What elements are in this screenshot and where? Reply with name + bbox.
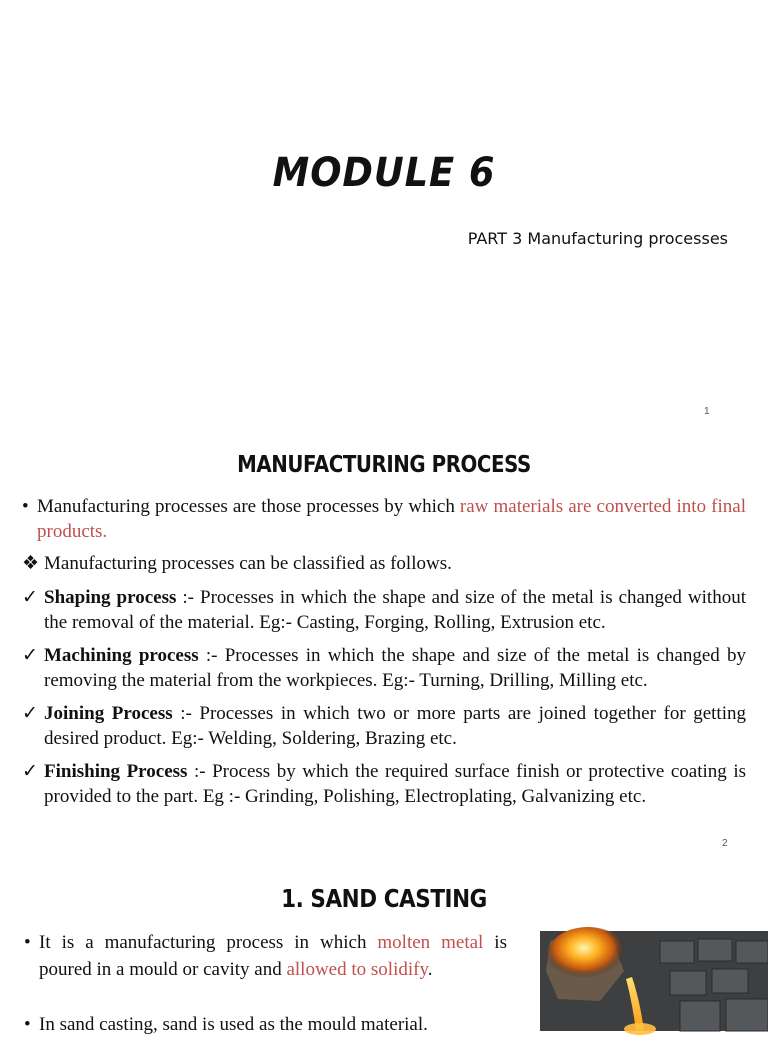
diamond-bullet-icon: ❖ bbox=[22, 553, 40, 574]
molten-metal-pouring-image bbox=[540, 931, 768, 1031]
module-subtitle: PART 3 Manufacturing processes bbox=[467, 229, 728, 248]
highlight-text: raw materials are converted into final products. bbox=[37, 496, 746, 542]
sand-casting-paragraph: It is a manufacturing process in which molten metal is poured in a mould or cavity and allowed to solidify. bbox=[39, 932, 507, 980]
list-item: Joining Process :- Processes in which two or more parts are joined together for getting desired product. Eg:- Welding, Soldering, Brazing etc. bbox=[44, 703, 746, 749]
module-title: MODULE 6 bbox=[272, 150, 496, 196]
slide-heading: 1. SAND CASTING bbox=[281, 884, 487, 913]
classified-paragraph: Manufacturing processes can be classified as follows. bbox=[44, 553, 452, 574]
title-slide bbox=[0, 0, 768, 430]
list-item: Shaping process :- Processes in which the shape and size of the metal is changed without the removal of the material. Eg:- Casting, Forging, Rolling, Extrusion etc. bbox=[44, 587, 746, 633]
checkmark-icon: ✓ bbox=[22, 703, 38, 724]
foundry-photo-icon bbox=[540, 931, 768, 1031]
slide-heading: MANUFACTURING PROCESS bbox=[237, 452, 531, 478]
checkmark-icon: ✓ bbox=[22, 645, 38, 666]
sand-casting-paragraph-2: In sand casting, sand is used as the mould material. bbox=[39, 1014, 428, 1035]
intro-paragraph: Manufacturing processes are those processes by which raw materials are converted into final products. bbox=[37, 496, 746, 542]
bullet-icon: • bbox=[24, 1014, 31, 1035]
page-number: 1 bbox=[704, 406, 710, 417]
list-item: Finishing Process :- Process by which the required surface finish or protective coating is provided to the part. Eg :- Grinding, Polishing, Electroplating, Galvanizing etc. bbox=[44, 761, 746, 807]
list-item: Machining process :- Processes in which the shape and size of the metal is changed by removing the material from the workpieces. Eg:- Turning, Drilling, Milling etc. bbox=[44, 645, 746, 691]
checkmark-icon: ✓ bbox=[22, 587, 38, 608]
checkmark-icon: ✓ bbox=[22, 761, 38, 782]
sand-casting-slide bbox=[0, 862, 768, 1035]
bullet-icon: • bbox=[22, 496, 29, 517]
bullet-icon: • bbox=[24, 932, 31, 953]
manufacturing-process-slide bbox=[0, 430, 768, 862]
page-number: 2 bbox=[722, 838, 728, 849]
